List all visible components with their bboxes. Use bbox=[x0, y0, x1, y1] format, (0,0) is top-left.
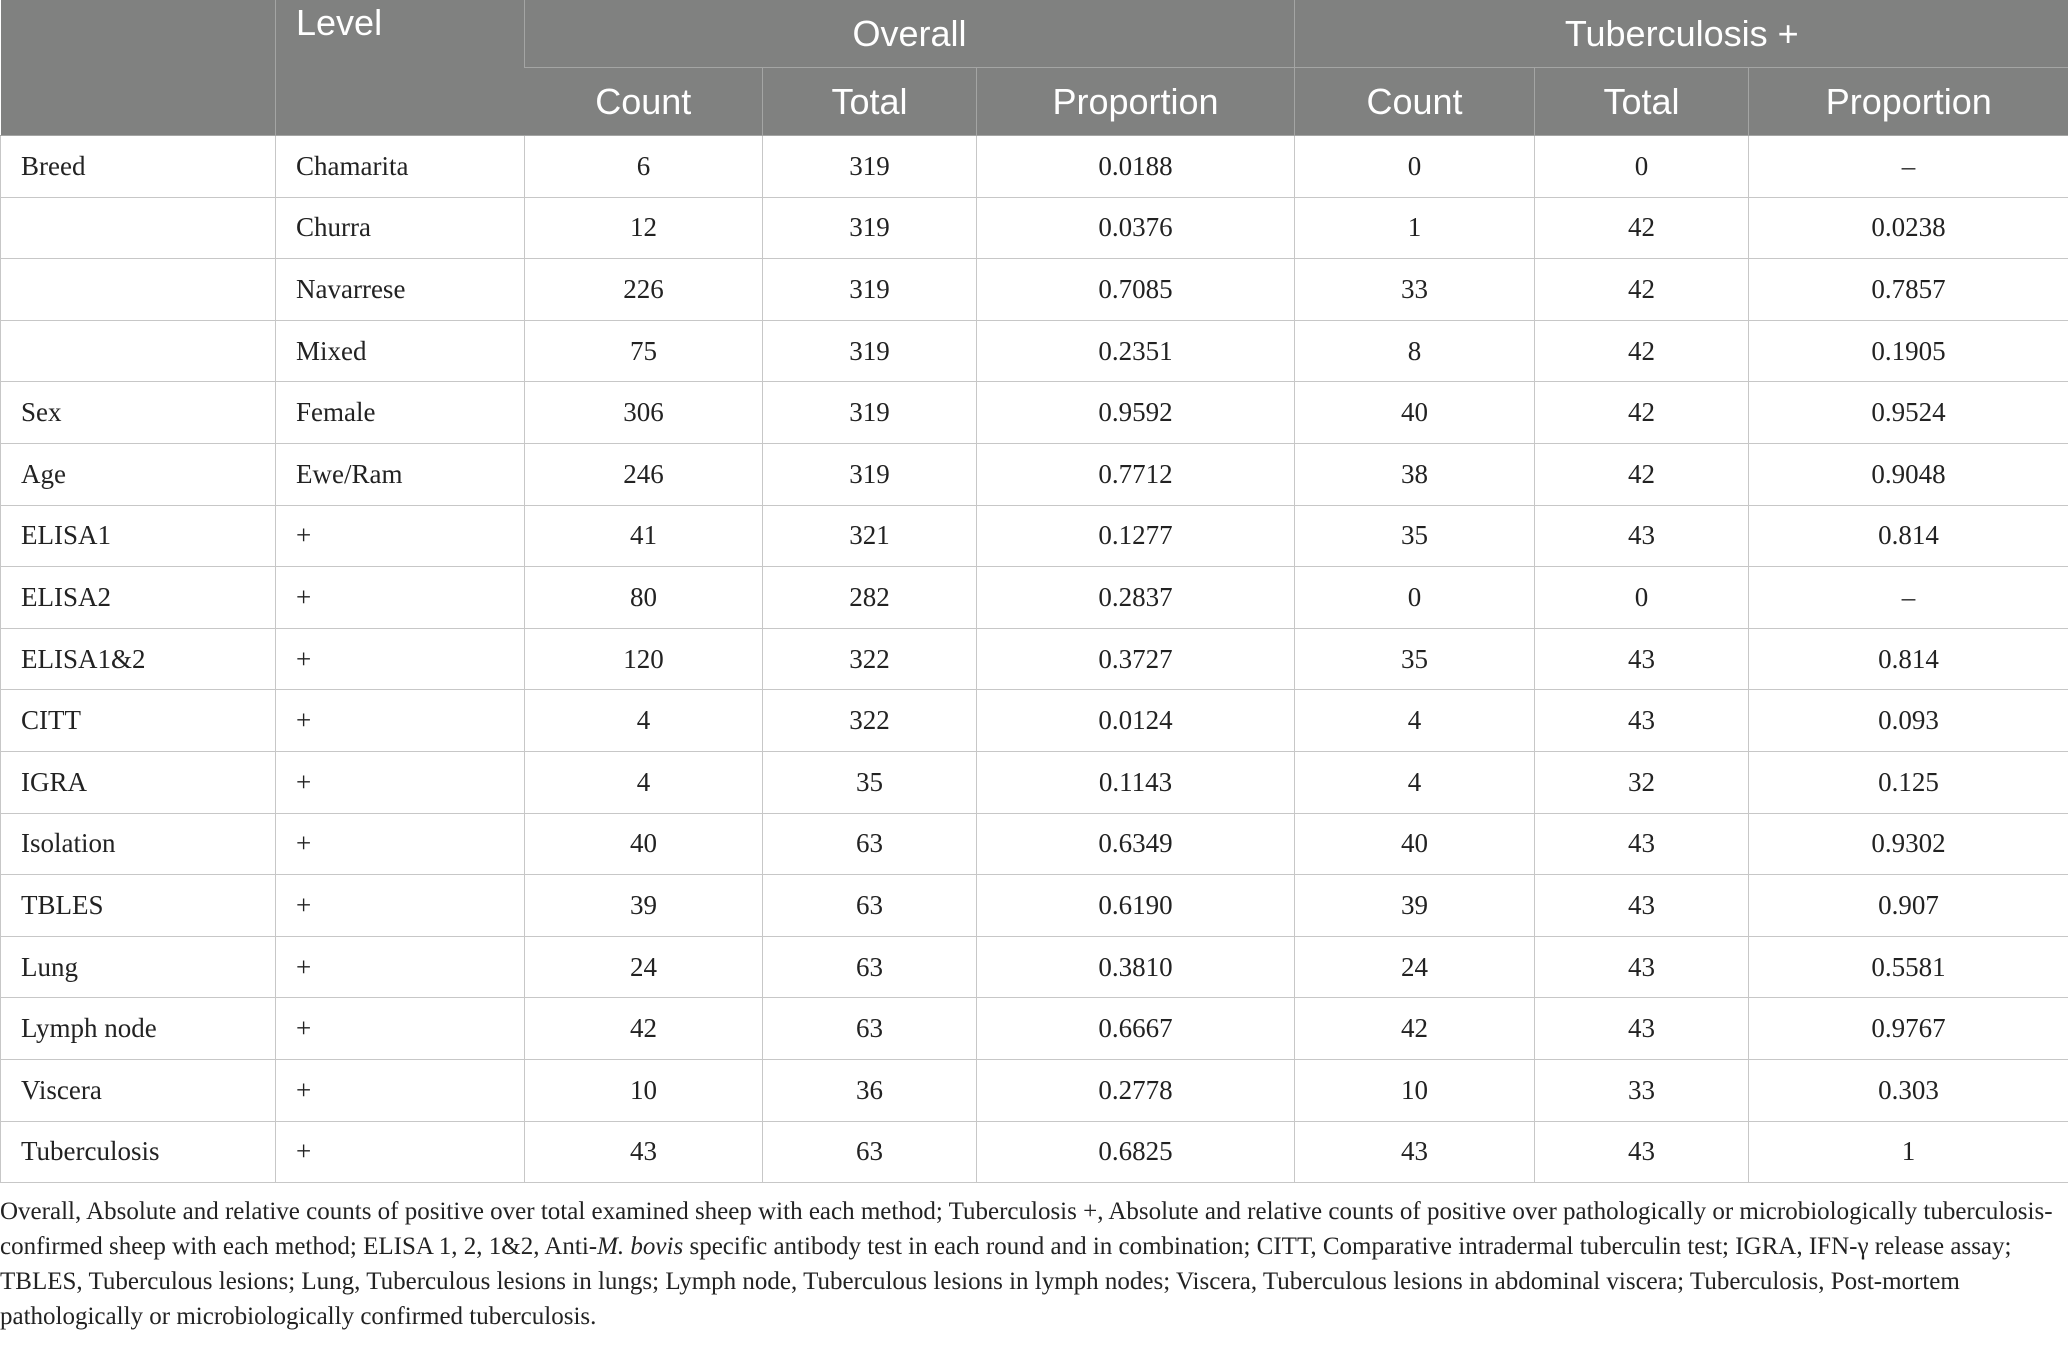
tb-total-cell: 42 bbox=[1535, 382, 1749, 444]
row-level: + bbox=[276, 875, 525, 937]
row-variable: Lymph node bbox=[1, 998, 276, 1060]
table-footnote bbox=[0, 1194, 2060, 1334]
row-level: + bbox=[276, 567, 525, 629]
overall-total-cell: 319 bbox=[763, 136, 977, 198]
overall-proportion-cell: 0.9592 bbox=[977, 382, 1295, 444]
row-variable: ELISA1 bbox=[1, 505, 276, 567]
overall-proportion-cell: 0.7712 bbox=[977, 443, 1295, 505]
row-variable bbox=[1, 259, 276, 321]
table-row bbox=[1, 382, 2068, 444]
tb-count-cell: 4 bbox=[1295, 751, 1535, 813]
tb-count-cell: 40 bbox=[1295, 813, 1535, 875]
table-row bbox=[1, 443, 2068, 505]
row-variable: Isolation bbox=[1, 813, 276, 875]
overall-count-cell: 4 bbox=[525, 751, 763, 813]
row-level: + bbox=[276, 813, 525, 875]
overall-proportion-cell: 0.6190 bbox=[977, 875, 1295, 937]
overall-total-cell: 63 bbox=[763, 998, 977, 1060]
table-row bbox=[1, 813, 2068, 875]
overall-total-cell: 63 bbox=[763, 936, 977, 998]
overall-total-cell: 319 bbox=[763, 443, 977, 505]
row-level: Navarrese bbox=[276, 259, 525, 321]
overall-proportion-cell: 0.0124 bbox=[977, 690, 1295, 752]
tb-total-cell: 42 bbox=[1535, 197, 1749, 259]
overall-proportion-cell: 0.2778 bbox=[977, 1059, 1295, 1121]
table-row bbox=[1, 505, 2068, 567]
table-row bbox=[1, 197, 2068, 259]
tb-proportion-cell: 0.814 bbox=[1749, 628, 2068, 690]
tb-proportion-cell: 0.303 bbox=[1749, 1059, 2068, 1121]
overall-count-cell: 306 bbox=[525, 382, 763, 444]
tb-count-cell: 33 bbox=[1295, 259, 1535, 321]
tb-proportion-cell: 0.9767 bbox=[1749, 998, 2068, 1060]
tb-proportion-cell: – bbox=[1749, 136, 2068, 198]
overall-total-cell: 322 bbox=[763, 628, 977, 690]
row-level: + bbox=[276, 751, 525, 813]
overall-count-cell: 6 bbox=[525, 136, 763, 198]
table-row bbox=[1, 136, 2068, 198]
tb-proportion-cell: 0.1905 bbox=[1749, 320, 2068, 382]
row-variable: ELISA2 bbox=[1, 567, 276, 629]
row-variable bbox=[1, 197, 276, 259]
tb-count-cell: 0 bbox=[1295, 136, 1535, 198]
table-row bbox=[1, 936, 2068, 998]
table-row bbox=[1, 1121, 2068, 1183]
row-level: Churra bbox=[276, 197, 525, 259]
overall-total-cell: 321 bbox=[763, 505, 977, 567]
table-header bbox=[1, 0, 2068, 136]
tb-total-cell: 42 bbox=[1535, 259, 1749, 321]
overall-total-cell: 35 bbox=[763, 751, 977, 813]
table-row bbox=[1, 690, 2068, 752]
tb-total-cell: 43 bbox=[1535, 505, 1749, 567]
tb-count-cell: 40 bbox=[1295, 382, 1535, 444]
tb-count-cell: 1 bbox=[1295, 197, 1535, 259]
overall-proportion-cell: 0.1143 bbox=[977, 751, 1295, 813]
tb-proportion-cell: – bbox=[1749, 567, 2068, 629]
table-row bbox=[1, 628, 2068, 690]
footnote-italic: M. bovis bbox=[597, 1233, 684, 1260]
tb-proportion-cell: 0.125 bbox=[1749, 751, 2068, 813]
tb-total-cell: 43 bbox=[1535, 1121, 1749, 1183]
overall-count-cell: 226 bbox=[525, 259, 763, 321]
row-variable: Breed bbox=[1, 136, 276, 198]
tb-total-cell: 32 bbox=[1535, 751, 1749, 813]
tb-proportion-cell: 0.0238 bbox=[1749, 197, 2068, 259]
overall-proportion-cell: 0.7085 bbox=[977, 259, 1295, 321]
overall-count-cell: 39 bbox=[525, 875, 763, 937]
overall-proportion-cell: 0.6667 bbox=[977, 998, 1295, 1060]
tb-count-cell: 10 bbox=[1295, 1059, 1535, 1121]
overall-total-cell: 322 bbox=[763, 690, 977, 752]
header-tuberculosis: Tuberculosis + bbox=[1295, 0, 2068, 68]
table-row bbox=[1, 1059, 2068, 1121]
header-overall-count: Count bbox=[525, 68, 763, 136]
row-level: + bbox=[276, 998, 525, 1060]
tb-total-cell: 42 bbox=[1535, 320, 1749, 382]
row-level: + bbox=[276, 936, 525, 998]
tb-count-cell: 35 bbox=[1295, 628, 1535, 690]
overall-total-cell: 282 bbox=[763, 567, 977, 629]
overall-proportion-cell: 0.1277 bbox=[977, 505, 1295, 567]
footnote-text-2: specific antibody test in each round and in combination; CITT, Comparative intradermal tuberculin test; IGRA, IFN-γ release assay; TBLES, Tuberculous lesions; Lung, Tuberculous lesions in lungs; Lymph node, Tuberculous lesions in lymph nodes; Viscera, Tuberculous lesions in abdominal viscera; Tuberculosis, Post-mortem pathologically or microbiologically confirmed tuberculosis. bbox=[0, 1233, 2012, 1330]
tb-total-cell: 43 bbox=[1535, 875, 1749, 937]
overall-proportion-cell: 0.3810 bbox=[977, 936, 1295, 998]
tb-proportion-cell: 0.9302 bbox=[1749, 813, 2068, 875]
tb-total-cell: 0 bbox=[1535, 567, 1749, 629]
overall-count-cell: 120 bbox=[525, 628, 763, 690]
row-variable: CITT bbox=[1, 690, 276, 752]
row-level: + bbox=[276, 1121, 525, 1183]
row-level: Female bbox=[276, 382, 525, 444]
overall-count-cell: 12 bbox=[525, 197, 763, 259]
header-level: Level bbox=[276, 0, 525, 136]
overall-total-cell: 319 bbox=[763, 382, 977, 444]
row-level: + bbox=[276, 1059, 525, 1121]
header-blank bbox=[1, 0, 276, 136]
tb-proportion-cell: 0.7857 bbox=[1749, 259, 2068, 321]
tb-total-cell: 0 bbox=[1535, 136, 1749, 198]
overall-count-cell: 41 bbox=[525, 505, 763, 567]
overall-count-cell: 43 bbox=[525, 1121, 763, 1183]
tb-total-cell: 43 bbox=[1535, 936, 1749, 998]
row-variable: Tuberculosis bbox=[1, 1121, 276, 1183]
row-level: Chamarita bbox=[276, 136, 525, 198]
overall-count-cell: 40 bbox=[525, 813, 763, 875]
row-variable bbox=[1, 320, 276, 382]
overall-proportion-cell: 0.2351 bbox=[977, 320, 1295, 382]
overall-proportion-cell: 0.6825 bbox=[977, 1121, 1295, 1183]
row-level: Mixed bbox=[276, 320, 525, 382]
header-tb-count: Count bbox=[1295, 68, 1535, 136]
tb-total-cell: 33 bbox=[1535, 1059, 1749, 1121]
overall-proportion-cell: 0.3727 bbox=[977, 628, 1295, 690]
row-level: + bbox=[276, 628, 525, 690]
table-row bbox=[1, 567, 2068, 629]
overall-proportion-cell: 0.0188 bbox=[977, 136, 1295, 198]
header-overall-proportion: Proportion bbox=[977, 68, 1295, 136]
tb-total-cell: 43 bbox=[1535, 998, 1749, 1060]
header-overall: Overall bbox=[525, 0, 1295, 68]
tb-total-cell: 43 bbox=[1535, 813, 1749, 875]
row-variable: IGRA bbox=[1, 751, 276, 813]
overall-count-cell: 75 bbox=[525, 320, 763, 382]
tb-proportion-cell: 0.814 bbox=[1749, 505, 2068, 567]
overall-count-cell: 24 bbox=[525, 936, 763, 998]
tb-proportion-cell: 0.093 bbox=[1749, 690, 2068, 752]
overall-count-cell: 42 bbox=[525, 998, 763, 1060]
tb-total-cell: 43 bbox=[1535, 690, 1749, 752]
table-row bbox=[1, 320, 2068, 382]
overall-total-cell: 63 bbox=[763, 813, 977, 875]
table-row bbox=[1, 875, 2068, 937]
row-level: + bbox=[276, 505, 525, 567]
overall-proportion-cell: 0.6349 bbox=[977, 813, 1295, 875]
row-variable: Age bbox=[1, 443, 276, 505]
tb-proportion-cell: 0.9048 bbox=[1749, 443, 2068, 505]
header-tb-proportion: Proportion bbox=[1749, 68, 2068, 136]
tb-count-cell: 39 bbox=[1295, 875, 1535, 937]
overall-total-cell: 63 bbox=[763, 875, 977, 937]
row-variable: Sex bbox=[1, 382, 276, 444]
row-level: Ewe/Ram bbox=[276, 443, 525, 505]
table-body bbox=[1, 136, 2068, 1183]
tb-proportion-cell: 0.9524 bbox=[1749, 382, 2068, 444]
tb-count-cell: 42 bbox=[1295, 998, 1535, 1060]
tb-count-cell: 8 bbox=[1295, 320, 1535, 382]
tb-proportion-cell: 0.907 bbox=[1749, 875, 2068, 937]
overall-count-cell: 10 bbox=[525, 1059, 763, 1121]
overall-total-cell: 319 bbox=[763, 197, 977, 259]
tb-total-cell: 42 bbox=[1535, 443, 1749, 505]
tb-proportion-cell: 1 bbox=[1749, 1121, 2068, 1183]
tb-proportion-cell: 0.5581 bbox=[1749, 936, 2068, 998]
overall-total-cell: 36 bbox=[763, 1059, 977, 1121]
overall-count-cell: 80 bbox=[525, 567, 763, 629]
overall-total-cell: 319 bbox=[763, 320, 977, 382]
overall-proportion-cell: 0.2837 bbox=[977, 567, 1295, 629]
table-row bbox=[1, 751, 2068, 813]
tb-total-cell: 43 bbox=[1535, 628, 1749, 690]
row-variable: Viscera bbox=[1, 1059, 276, 1121]
row-variable: ELISA1&2 bbox=[1, 628, 276, 690]
overall-total-cell: 319 bbox=[763, 259, 977, 321]
overall-proportion-cell: 0.0376 bbox=[977, 197, 1295, 259]
row-variable: Lung bbox=[1, 936, 276, 998]
tb-count-cell: 38 bbox=[1295, 443, 1535, 505]
tb-count-cell: 4 bbox=[1295, 690, 1535, 752]
tb-count-cell: 0 bbox=[1295, 567, 1535, 629]
table-row bbox=[1, 259, 2068, 321]
row-variable: TBLES bbox=[1, 875, 276, 937]
footnote-text-1: Overall, Absolute and relative counts of positive over total examined sheep with each method; Tuberculosis +, Absolute and relative counts of positive over pathologically or microbiologically tuberculosis-confirmed sheep with each method; ELISA 1, 2, 1&2, Anti- bbox=[0, 1198, 2053, 1260]
row-level: + bbox=[276, 690, 525, 752]
header-tb-total: Total bbox=[1535, 68, 1749, 136]
table-row bbox=[1, 998, 2068, 1060]
overall-count-cell: 246 bbox=[525, 443, 763, 505]
tb-count-cell: 24 bbox=[1295, 936, 1535, 998]
overall-count-cell: 4 bbox=[525, 690, 763, 752]
tb-count-cell: 35 bbox=[1295, 505, 1535, 567]
tb-count-cell: 43 bbox=[1295, 1121, 1535, 1183]
overall-total-cell: 63 bbox=[763, 1121, 977, 1183]
header-overall-total: Total bbox=[763, 68, 977, 136]
